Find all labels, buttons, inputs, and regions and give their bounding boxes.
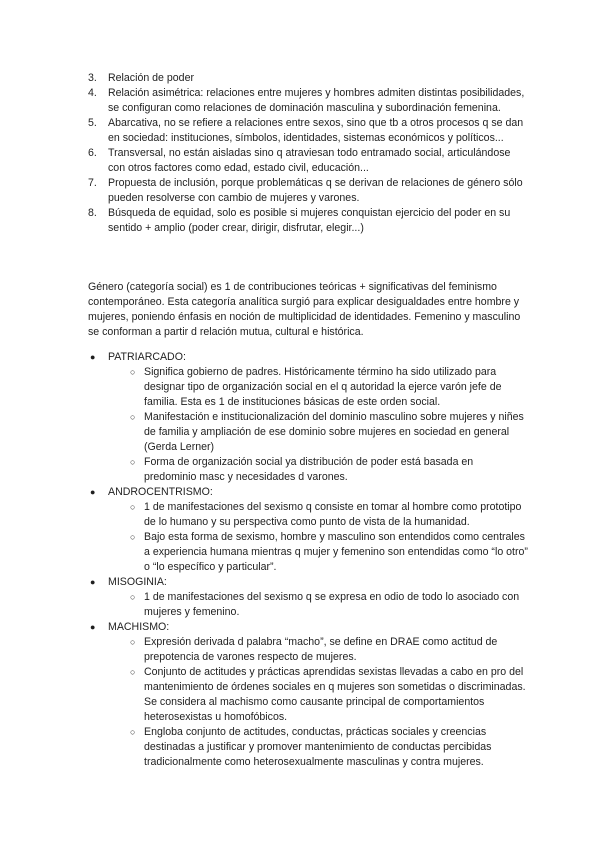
hollow-bullet-icon: ○ bbox=[130, 457, 136, 467]
bullet-title: ANDROCENTRISMO: bbox=[108, 486, 213, 498]
bullet-dot-icon: ● bbox=[90, 622, 96, 632]
list-text: Búsqueda de equidad, solo es posible si mujeres conquistan ejercicio del poder en su sentido + amplio (poder crear, dirigir, disfrutar, elegir...) bbox=[108, 207, 511, 234]
sub-item-text: Manifestación e institucionalización del dominio masculino sobre mujeres y niñes de familia y ampliación de ese dominio sobre mujeres en sociedad en general (Gerda Lerner) bbox=[144, 411, 524, 453]
list-item bbox=[88, 206, 528, 236]
list-text: Transversal, no están aisladas sino q atraviesan todo entramado social, articulándose con otros factores como edad, estado civil, educación... bbox=[108, 147, 511, 174]
bullet-list bbox=[88, 350, 528, 770]
bullet-item-patriarcado bbox=[88, 350, 528, 485]
sub-item-text: Engloba conjunto de actitudes, conductas, prácticas sociales y creencias destinadas a justificar y promover mantenimiento de conductas percibidas tradicionalmente como heterosexualmente masculinas y contra mujeres. bbox=[144, 726, 492, 768]
list-number: 5. bbox=[88, 117, 97, 129]
list-text: Propuesta de inclusión, porque problemáticas q se derivan de relaciones de género sólo pueden resolverse con cambio de mujeres y varones. bbox=[108, 177, 523, 204]
list-item bbox=[88, 146, 528, 176]
sub-item bbox=[108, 590, 528, 620]
bullet-item-misoginia bbox=[88, 575, 528, 620]
hollow-bullet-icon: ○ bbox=[130, 592, 136, 602]
bullet-title: PATRIARCADO: bbox=[108, 351, 186, 363]
list-item bbox=[88, 71, 528, 86]
list-item bbox=[88, 86, 528, 116]
list-number: 8. bbox=[88, 207, 97, 219]
sub-item bbox=[108, 665, 528, 725]
numbered-list bbox=[88, 71, 528, 236]
hollow-bullet-icon: ○ bbox=[130, 637, 136, 647]
hollow-bullet-icon: ○ bbox=[130, 532, 136, 542]
sub-item-text: Conjunto de actitudes y prácticas aprendidas sexistas llevadas a cabo en pro del mantenimiento de órdenes sociales en q mujeres son sometidas o discriminadas. Se considera al machismo como causante principal de comportamientos heterosexistas u homofóbicos. bbox=[144, 666, 526, 723]
sub-list bbox=[108, 635, 528, 770]
sub-item bbox=[108, 500, 528, 530]
hollow-bullet-icon: ○ bbox=[130, 667, 136, 677]
bullet-dot-icon: ● bbox=[90, 577, 96, 587]
list-number: 6. bbox=[88, 147, 97, 159]
sub-item-text: 1 de manifestaciones del sexismo q se expresa en odio de todo lo asociado con mujeres y femenino. bbox=[144, 591, 520, 618]
sub-item bbox=[108, 455, 528, 485]
bullet-title: MACHISMO: bbox=[108, 621, 170, 633]
bullet-dot-icon: ● bbox=[90, 352, 96, 362]
list-item bbox=[88, 176, 528, 206]
bullet-title: MISOGINIA: bbox=[108, 576, 167, 588]
sub-list bbox=[108, 365, 528, 485]
sub-item-text: Bajo esta forma de sexismo, hombre y masculino son entendidos como centrales a experiencia humana mientras q mujer y femenino son entendidas como “lo otro” o “lo específico y particular”. bbox=[144, 531, 528, 573]
sub-item-text: Expresión derivada d palabra “macho”, se define en DRAE como actitud de prepotencia de varones respecto de mujeres. bbox=[144, 636, 498, 663]
sub-item bbox=[108, 410, 528, 455]
list-text: Abarcativa, no se refiere a relaciones entre sexos, sino que tb a otros procesos q se dan en sociedad: instituciones, símbolos, identidades, sistemas económicos y políticos... bbox=[108, 117, 524, 144]
list-text: Relación asimétrica: relaciones entre mujeres y hombres admiten distintas posibilidades, se configuran como relaciones de dominación masculina y subordinación femenina. bbox=[108, 87, 525, 114]
bullet-item-androcentrismo bbox=[88, 485, 528, 575]
sub-item-text: Forma de organización social ya distribución de poder está basada en predominio masc y necesidades d varones. bbox=[144, 456, 474, 483]
sub-item bbox=[108, 530, 528, 575]
hollow-bullet-icon: ○ bbox=[130, 412, 136, 422]
list-number: 7. bbox=[88, 177, 97, 189]
hollow-bullet-icon: ○ bbox=[130, 502, 136, 512]
list-item bbox=[88, 116, 528, 146]
sub-item bbox=[108, 635, 528, 665]
list-text: Relación de poder bbox=[108, 72, 194, 84]
sub-list bbox=[108, 590, 528, 620]
sub-list bbox=[108, 500, 528, 575]
bullet-item-machismo bbox=[88, 620, 528, 770]
sub-item bbox=[108, 365, 528, 410]
list-number: 4. bbox=[88, 87, 97, 99]
sub-item bbox=[108, 725, 528, 770]
sub-item-text: 1 de manifestaciones del sexismo q consiste en tomar al hombre como prototipo de lo humano y su perspectiva como punto de vista de la humanidad. bbox=[144, 501, 522, 528]
hollow-bullet-icon: ○ bbox=[130, 727, 136, 737]
body-paragraph: Género (categoría social) es 1 de contribuciones teóricas + significativas del feminismo contemporáneo. Esta categoría analítica surgió para explicar desigualdades entre hombre y mujeres, poniendo énfasis en noción de multiplicidad de identidades. Femenino y masculino se conforman a partir d relación mutua, cultural e histórica. bbox=[88, 281, 521, 338]
list-number: 3. bbox=[88, 72, 97, 84]
hollow-bullet-icon: ○ bbox=[130, 367, 136, 377]
bullet-dot-icon: ● bbox=[90, 487, 96, 497]
sub-item-text: Significa gobierno de padres. Históricamente término ha sido utilizado para designar tipo de organización social en el q autoridad la ejerce varón jefe de familia. Esta es 1 de instituciones básicas de este orden social. bbox=[144, 366, 502, 408]
